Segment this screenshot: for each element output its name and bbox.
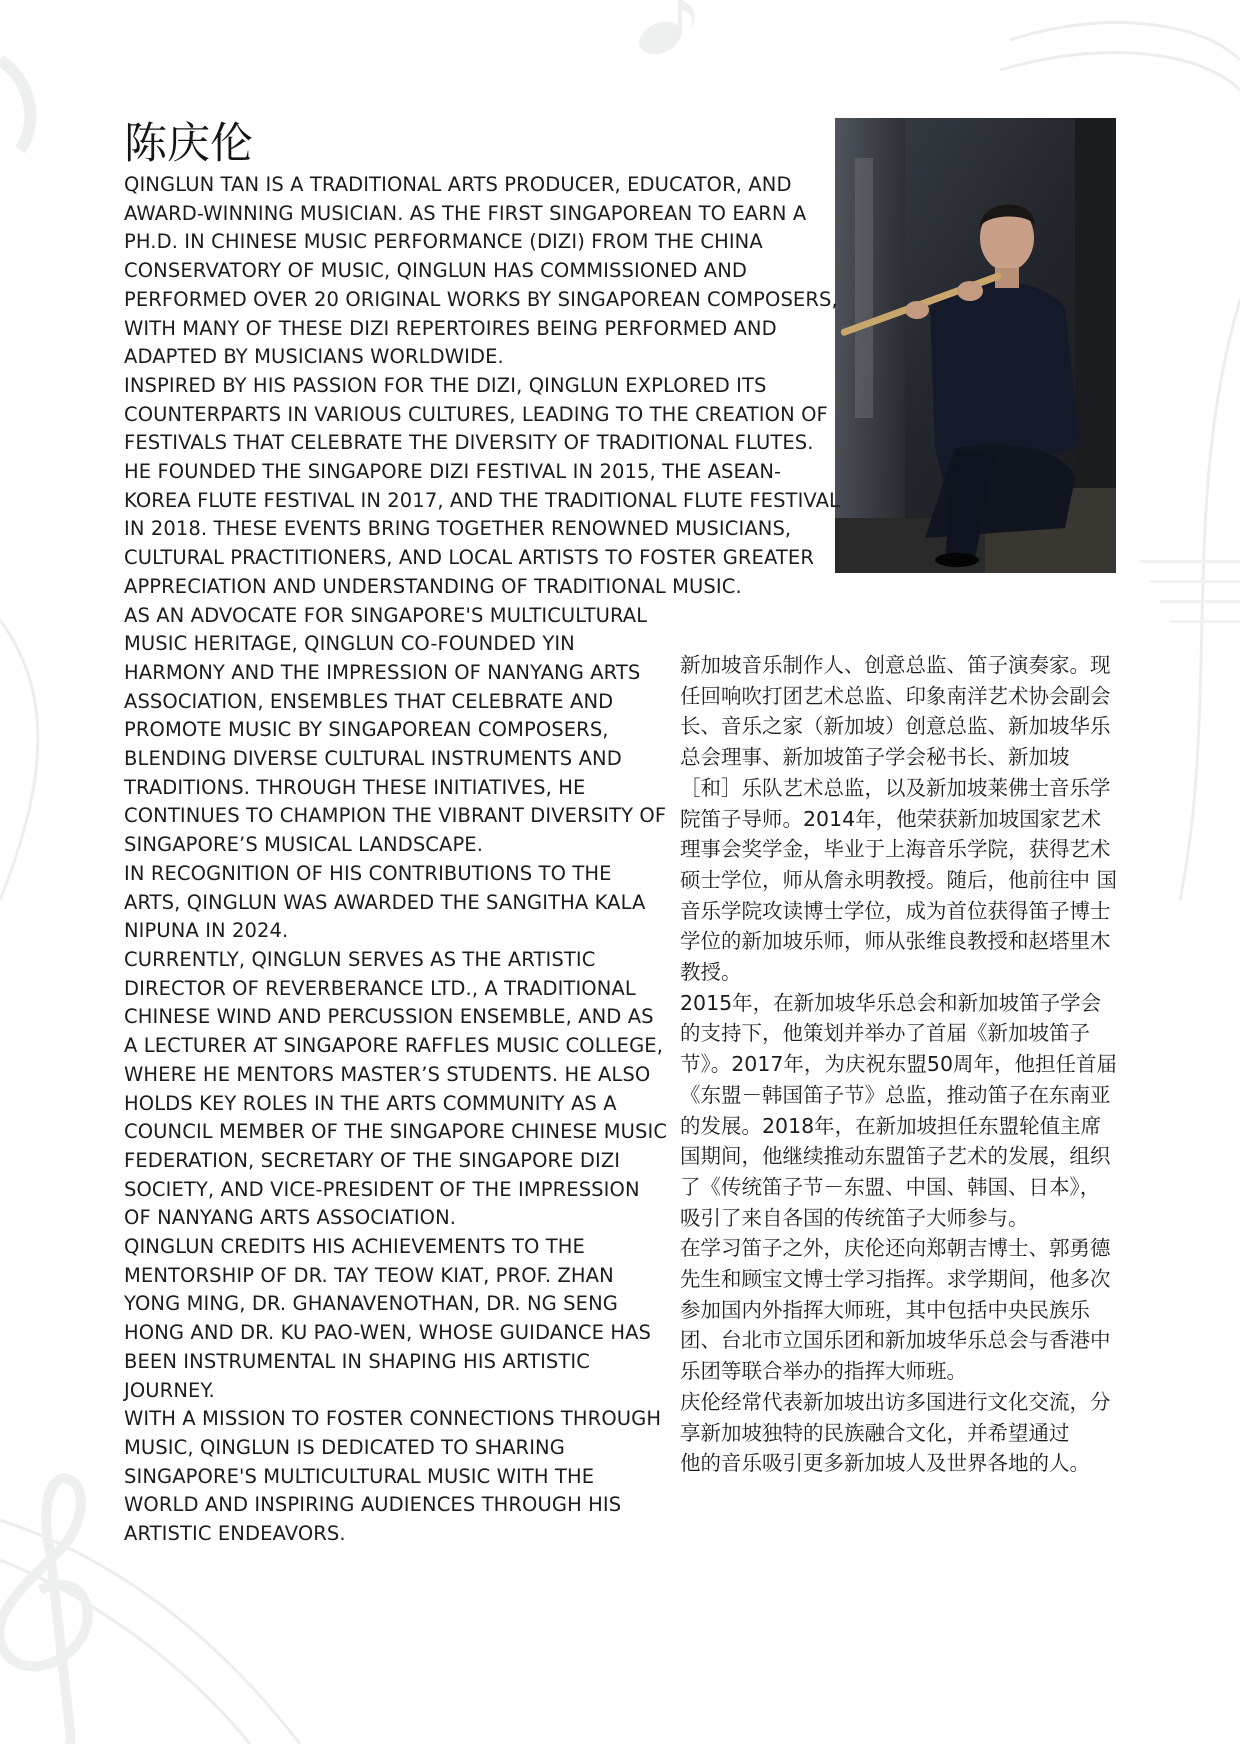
english-paragraph: QINGLUN CREDITS HIS ACHIEVEMENTS TO THE MENTORSHIP OF DR. TAY TEOW KIAT, PROF. ZHAN YONG MING, DR. GHANAVENOTHAN, DR. NG SENG HONG AND DR. KU PAO-WEN, WHOSE GUIDANCE HAS BEEN INSTRUMENTAL IN SHAPING HIS ARTISTIC JOURNEY. xyxy=(124,1235,652,1402)
chinese-paragraph: 庆伦经常代表新加坡出访多国进行文化交流，分享新加坡独特的民族融合文化，并希望通过 xyxy=(680,1389,1111,1445)
page-title: 陈庆伦 xyxy=(124,119,253,169)
english-paragraph: IN RECOGNITION OF HIS CONTRIBUTIONS TO THE ARTS, QINGLUN WAS AWARDED THE SANGITHA KALA NIPUNA IN 2024. xyxy=(124,861,646,943)
music-staff-lines xyxy=(1140,560,1240,623)
chinese-paragraph: 在学习笛子之外，庆伦还向郑朝吉博士、郭勇德先生和顾宝文博士学习指挥。求学期间，他多次参加国内外指挥大师班，其中包括中央民族乐团、台北市立国乐团和新加坡华乐总会与香港中乐团等联合举办的指挥大师班。 xyxy=(680,1236,1111,1384)
chinese-paragraph: ［和］乐队艺术总监，以及新加坡莱佛士音乐学院笛子导师。2014年，他荣获新加坡国家艺术理事会奖学金，毕业于上海音乐学院，获得艺术硕士学位，师从詹永明教授。随后，他前往中 国音乐学院攻读博士学位，成为首位获得笛子博士学位的新加坡乐师，师从张维良教授和赵塔里木教授。 xyxy=(680,775,1118,985)
chinese-paragraph: 2015年，在新加坡华乐总会和新加坡笛子学会的支持下，他策划并举办了首届《新加坡笛子节》。2017年，为庆祝东盟50周年，他担任首届《东盟－韩国笛子节》总监，推动笛子在东南亚的发展。2018年，在新加坡担任东盟轮值主席国期间，他继续推动东盟笛子艺术的发展，组织了《传统笛子节－东盟、中国、韩国、日本》，吸引了来自各国的传统笛子大师参与。 xyxy=(680,990,1118,1230)
treble-clef-icon xyxy=(0,60,88,1744)
english-paragraph: CURRENTLY, QINGLUN SERVES AS THE ARTISTIC DIRECTOR OF REVERBERANCE LTD., A TRADITIONAL CHINESE WIND AND PERCUSSION ENSEMBLE, AND AS A LECTURER AT SINGAPORE RAFFLES MUSIC COLLEGE, WHERE HE MENTORS MASTER’S STUDENTS. HE ALSO HOLDS KEY ROLES IN THE ARTS COMMUNITY AS A COUNCIL MEMBER OF THE SINGAPORE CHINESE MUSIC FEDERATION, SECRETARY OF THE SINGAPORE DIZI SOCIETY, AND VICE-PRESIDENT OF THE IMPRESSION OF NANYANG ARTS ASSOCIATION. xyxy=(124,947,668,1230)
english-paragraph: WITH A MISSION TO FOSTER CONNECTIONS THROUGH MUSIC, QINGLUN IS DEDICATED TO SHARING SINGAPORE'S MULTICULTURAL MUSIC WITH THE WORLD AND INSPIRING AUDIENCES THROUGH HIS ARTISTIC ENDEAVORS. xyxy=(124,1407,662,1546)
english-paragraph: INSPIRED BY HIS PASSION FOR THE DIZI, QINGLUN EXPLORED ITS COUNTERPARTS IN VARIOUS CULTURES, LEADING TO THE CREATION OF FESTIVALS THAT CELEBRATE THE DIVERSITY OF TRADITIONAL FLUTES. HE FOUNDED THE SINGAPORE DIZI FESTIVAL IN 2015, THE ASEAN-KOREA FLUTE FESTIVAL IN 2017, AND THE TRADITIONAL FLUTE FESTIVAL IN 2018. THESE EVENTS BRING TOGETHER RENOWNED MUSICIANS, CULTURAL PRACTITIONERS, AND LOCAL ARTISTS TO FOSTER GREATER APPRECIATION AND UNDERSTANDING OF TRADITIONAL MUSIC. xyxy=(124,373,841,598)
music-note-icon xyxy=(634,0,695,61)
chinese-biography xyxy=(680,650,1117,1479)
english-paragraph: AS AN ADVOCATE FOR SINGAPORE'S MULTICULTURAL MUSIC HERITAGE, QINGLUN CO-FOUNDED YIN HARMONY AND THE IMPRESSION OF NANYANG ARTS ASSOCIATION, ENSEMBLES THAT CELEBRATE AND PROMOTE MUSIC BY SINGAPOREAN COMPOSERS, BLENDING DIVERSE CULTURAL INSTRUMENTS AND TRADITIONS. THROUGH THESE INITIATIVES, HE CONTINUES TO CHAMPION THE VIBRANT DIVERSITY OF SINGAPORE’S MUSICAL LANDSCAPE. xyxy=(124,603,667,857)
performer-illustration xyxy=(835,118,1116,573)
chinese-paragraph: 新加坡音乐制作人、创意总监、笛子演奏家。现任回响吹打团艺术总监、印象南洋艺术协会副会长、音乐之家（新加坡）创意总监、新加坡华乐总会理事、新加坡笛子学会秘书长、新加坡 xyxy=(680,653,1111,770)
portrait-photo xyxy=(835,118,1116,573)
chinese-paragraph: 他的音乐吸引更多新加坡人及世界各地的人。 xyxy=(680,1451,1090,1476)
english-paragraph: QINGLUN TAN IS A TRADITIONAL ARTS PRODUCER, EDUCATOR, AND AWARD-WINNING MUSICIAN. AS THE FIRST SINGAPOREAN TO EARN A PH.D. IN CHINESE MUSIC PERFORMANCE (DIZI) FROM THE CHINA CONSERVATORY OF MUSIC, QINGLUN HAS COMMISSIONED AND PERFORMED OVER 20 ORIGINAL WORKS BY SINGAPOREAN COMPOSERS, WITH MANY OF THESE DIZI REPERTOIRES BEING PERFORMED AND ADAPTED BY MUSICIANS WORLDWIDE. xyxy=(124,173,838,369)
